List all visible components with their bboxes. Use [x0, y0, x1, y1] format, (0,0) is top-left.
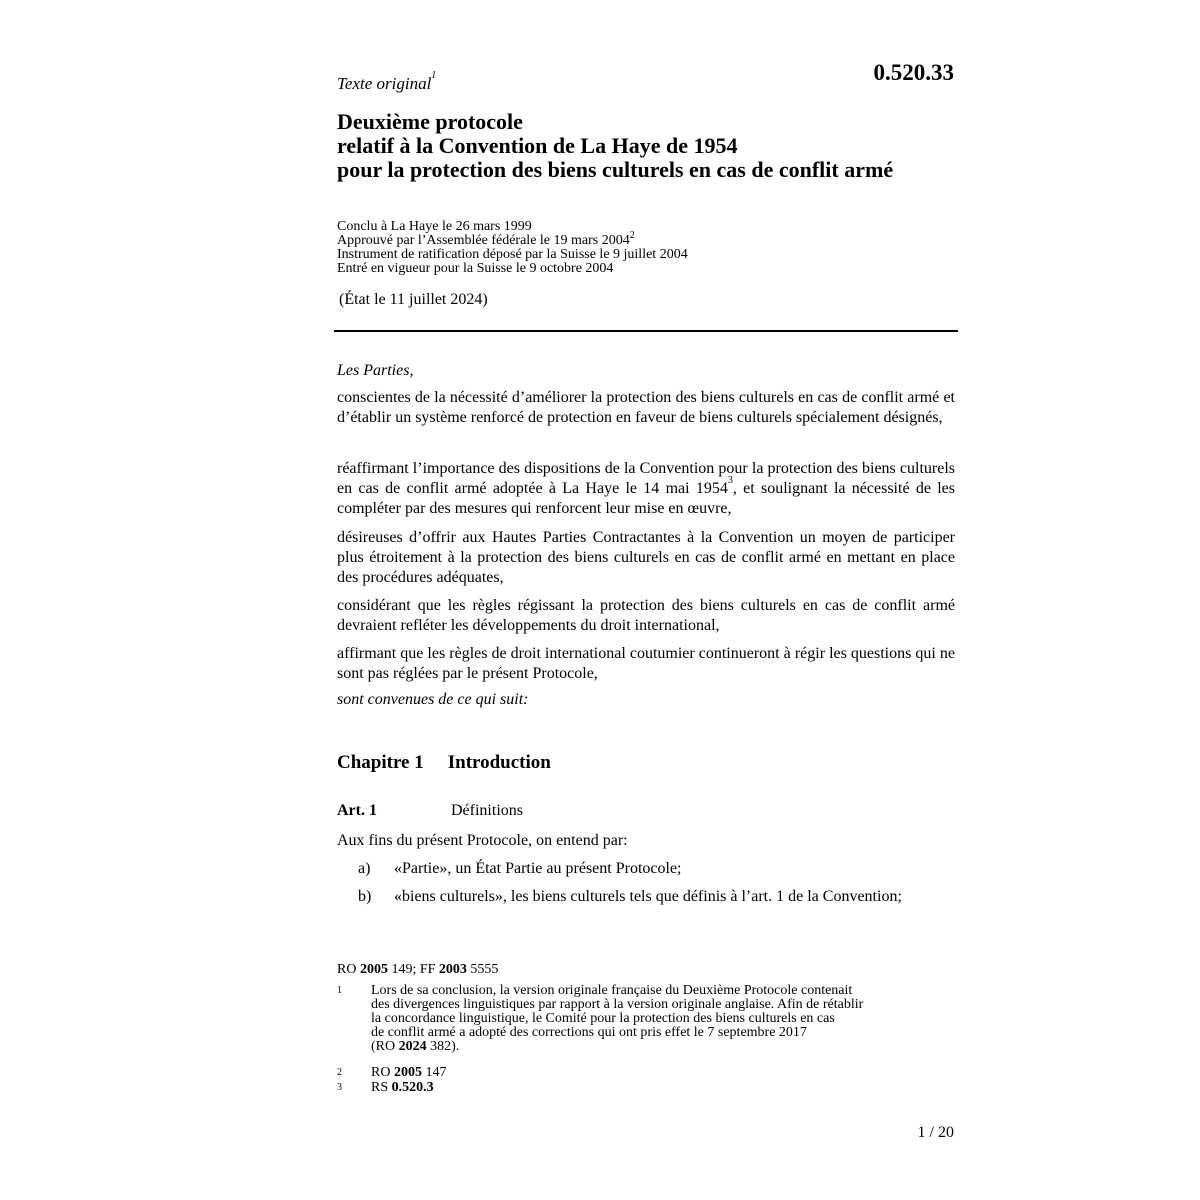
- ro-label: RO: [337, 962, 360, 977]
- article-intro: Aux fins du présent Protocole, on entend par:: [337, 832, 628, 849]
- ro-year: 2005: [359, 962, 388, 977]
- footnote-text-a: RS: [371, 1080, 392, 1095]
- original-text-label: [337, 70, 437, 94]
- chapter-label: Chapitre 1: [337, 752, 424, 773]
- preamble-paragraph-2-a: réaffirmant l’importance des dispositions de la Convention pour la protection des biens culturels en cas de conflit armé adoptée à La Haye le 14 mai 1954: [337, 460, 955, 497]
- title-line-1: Deuxième protocole: [337, 109, 523, 134]
- document-number: 0.520.33: [873, 60, 954, 85]
- preamble-paragraph-5: affirmant que les règles de droit international coutumier continueront à régir les questions qui ne sont pas réglées par le présent Protocole,: [337, 645, 955, 682]
- page-number: 1 / 20: [917, 1124, 954, 1141]
- footnote-marker: 3: [337, 1082, 342, 1093]
- in-force-date: Entré en vigueur pour la Suisse le 9 octobre 2004: [337, 261, 614, 276]
- chapter-heading: [337, 752, 551, 774]
- footnote-text-bold: 0.520.3: [391, 1080, 434, 1095]
- footnote-ref-1[interactable]: 1: [431, 70, 437, 81]
- list-item-text: «biens culturels», les biens culturels tels que définis à l’art. 1 de la Convention;: [394, 888, 902, 905]
- concluded-date: Conclu à La Haye le 26 mars 1999: [337, 219, 532, 234]
- article-label: Art. 1: [337, 802, 377, 819]
- document-title: [337, 110, 893, 182]
- footnote-text-a: RO: [371, 1065, 394, 1080]
- footnote-marker: 1: [337, 985, 342, 996]
- list-item-marker: a): [358, 860, 371, 877]
- preamble-paragraph-2: [337, 459, 955, 519]
- preamble-paragraph-1: conscientes de la nécessité d’améliorer la protection des biens culturels en cas de conflit armé et d’établir un système renforcé de protection en faveur de biens culturels spécialement désignés,: [337, 389, 955, 426]
- header-divider: [334, 330, 958, 332]
- footnote-2: [337, 1066, 947, 1080]
- footnote-text-b: 147: [421, 1065, 447, 1080]
- ratification-date: Instrument de ratification déposé par la Suisse le 9 juillet 2004: [337, 247, 688, 262]
- approved-date-text: Approuvé par l’Assemblée fédérale le 19 mars 2004: [337, 233, 630, 248]
- preamble-parties: Les Parties,: [337, 362, 414, 379]
- article-title: Définitions: [451, 802, 523, 819]
- footnote-1: [337, 984, 947, 1054]
- list-item: [358, 887, 955, 907]
- list-item: [358, 859, 955, 879]
- ff-year: 2003: [438, 962, 467, 977]
- footnote-text: [371, 984, 947, 1054]
- publication-reference: [337, 962, 498, 978]
- treaty-metadata: [337, 220, 688, 276]
- list-item-text: «Partie», un État Partie au présent Protocole;: [394, 860, 682, 877]
- title-line-2: relatif à la Convention de La Haye de 1954: [337, 133, 738, 158]
- list-item-marker: b): [358, 888, 372, 905]
- title-line-3: pour la protection des biens culturels en cas de conflit armé: [337, 157, 894, 182]
- original-text-label-text: Texte original: [337, 74, 432, 93]
- footnote-text-b: 382).: [426, 1039, 460, 1054]
- preamble-paragraph-4: considérant que les règles régissant la protection des biens culturels en cas de conflit armé devraient refléter les développements du droit international,: [337, 597, 955, 634]
- footnote-3: [337, 1081, 947, 1095]
- preamble-paragraph-3: désireuses d’offrir aux Hautes Parties Contractantes à la Convention un moyen de participer plus étroitement à la protection des biens culturels en cas de conflit armé en mettant en place des procédures adéquates,: [337, 529, 955, 586]
- footnote-text-a: Lors de sa conclusion, la version originale française du Deuxième Protocole contenait des divergences linguistiques par rapport à la version originale anglaise. Afin de rétablir la concordance linguistique, le Comité pour la protection des biens culturels en cas de conflit armé a adopté des corrections qui ont pris effet le 7 septembre 2017 (RO: [371, 983, 864, 1054]
- preamble-paragraph-2-b: , et soulignant la nécessité de les compléter par des mesures qui renforcent leur mise en œuvre,: [337, 480, 955, 517]
- footnote-marker: 2: [337, 1067, 342, 1078]
- footnote-ref-3[interactable]: 3: [727, 475, 733, 486]
- chapter-title: Introduction: [447, 752, 551, 773]
- ro-page: 149; FF: [387, 962, 439, 977]
- preamble-conclusion: sont convenues de ce qui suit:: [337, 691, 529, 708]
- footnote-text-bold: 2005: [393, 1065, 422, 1080]
- footnote-text: [371, 1081, 947, 1095]
- article-heading: [337, 802, 523, 820]
- state-date: (État le 11 juillet 2024): [339, 291, 488, 308]
- ff-page: 5555: [466, 962, 499, 977]
- footnote-ref-2[interactable]: 2: [629, 230, 635, 241]
- footnote-text: [371, 1066, 947, 1080]
- footnote-text-bold: 2024: [398, 1039, 427, 1054]
- approved-date: [337, 230, 688, 248]
